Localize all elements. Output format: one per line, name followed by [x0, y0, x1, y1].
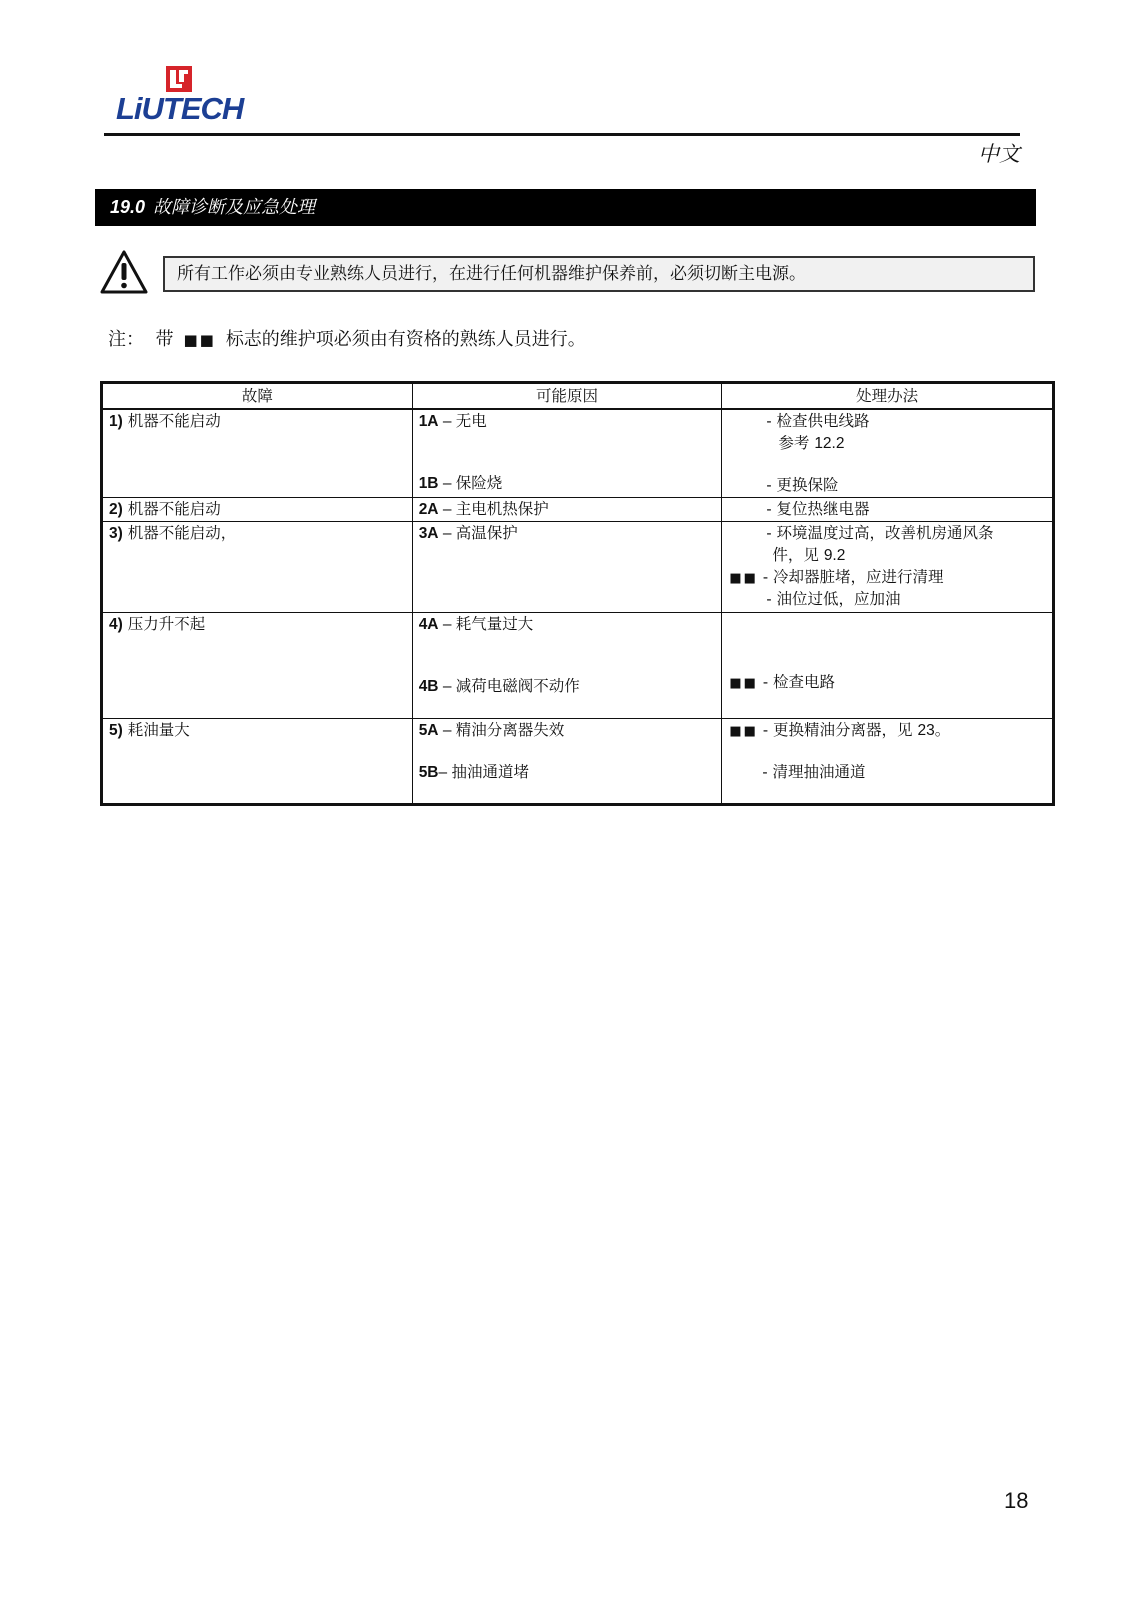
table-header-row: [102, 383, 1054, 410]
liutech-logo: [116, 66, 242, 126]
qualified-squares-icon: ■■: [729, 723, 758, 739]
remedy-line: - 检查供电线路: [766, 412, 870, 430]
page-number: 18: [1004, 1488, 1029, 1513]
header-remedy: 处理办法: [722, 383, 1054, 410]
table-row: [102, 718, 1054, 804]
fault-cell: 1) 机器不能启动: [102, 409, 413, 497]
remedy-line: 件，见 9.2: [772, 545, 846, 564]
remedy-cell: [722, 521, 1054, 612]
remedy-line: - 油位过低，应加油: [766, 589, 901, 608]
cause-line: 1A – 无电: [418, 412, 487, 430]
remedy-line: - 清理抽油通道: [762, 762, 866, 781]
table-row: [102, 497, 1054, 521]
remedy-line: - 更换保险: [766, 476, 839, 494]
remedy-cell: [722, 718, 1054, 804]
remedy-line: ■■ - 更换精油分离器，见 23。: [729, 720, 951, 739]
warning-message: 所有工作必须由专业熟练人员进行，在进行任何机器维护保养前，必须切断主电源。: [163, 256, 1035, 292]
qualified-squares-icon: ■■: [729, 675, 758, 691]
remedy-cell: [722, 409, 1054, 497]
cause-cell: [412, 521, 722, 612]
table-row: [102, 521, 1054, 612]
language-label: 中文: [978, 142, 1020, 166]
cause-line: 1B – 保险烧: [418, 474, 503, 492]
maintenance-note: [108, 325, 586, 351]
table-row: [102, 612, 1054, 718]
note-text: 标志的维护项必须由有资格的熟练人员进行。: [225, 329, 586, 350]
cause-line: 4B – 减荷电磁阀不动作: [418, 676, 580, 695]
fault-cell: 3) 机器不能启动，: [102, 521, 413, 612]
table-row: [102, 409, 1054, 497]
cause-cell: [412, 612, 722, 718]
remedy-line: 参考 12.2: [778, 434, 845, 452]
cause-cell: [412, 497, 722, 521]
logo-mark-icon: [166, 66, 192, 92]
remedy-line: ■■ - 冷却器脏堵，应进行清理: [729, 567, 944, 586]
section-heading: [95, 189, 1036, 226]
warning-triangle-icon: [100, 250, 148, 294]
qualified-squares-icon: ■■: [183, 331, 216, 349]
section-title: 故障诊断及应急处理: [153, 197, 316, 218]
cause-cell: [412, 409, 722, 497]
section-number: 19.0: [110, 197, 146, 217]
fault-cell: 4) 压力升不起: [102, 612, 413, 718]
remedy-line: ■■ - 检查电路: [729, 672, 836, 691]
note-prefix: 注： 带: [108, 329, 174, 350]
remedy-cell: [722, 497, 1054, 521]
cause-line: 5B– 抽油通道堵: [418, 762, 529, 781]
cause-line: 3A – 高温保护: [418, 523, 518, 542]
cause-cell: [412, 718, 722, 804]
header-fault: 故障: [102, 383, 413, 410]
logo-wordmark: LiUTECH: [116, 91, 244, 126]
header-divider: [104, 133, 1020, 136]
qualified-squares-icon: ■■: [729, 570, 758, 586]
cause-line: 2A – 主电机热保护: [418, 499, 549, 518]
remedy-line: - 环境温度过高，改善机房通风条: [766, 523, 994, 542]
remedy-line: - 复位热继电器: [766, 499, 870, 518]
remedy-cell: [722, 612, 1054, 718]
fault-cell: 5) 耗油量大: [102, 718, 413, 804]
header-cause: 可能原因: [412, 383, 722, 410]
cause-line: 5A – 精油分离器失效: [418, 720, 565, 739]
troubleshooting-table: [100, 381, 1055, 806]
cause-line: 4A – 耗气量过大: [418, 614, 534, 633]
fault-cell: 2) 机器不能启动: [102, 497, 413, 521]
